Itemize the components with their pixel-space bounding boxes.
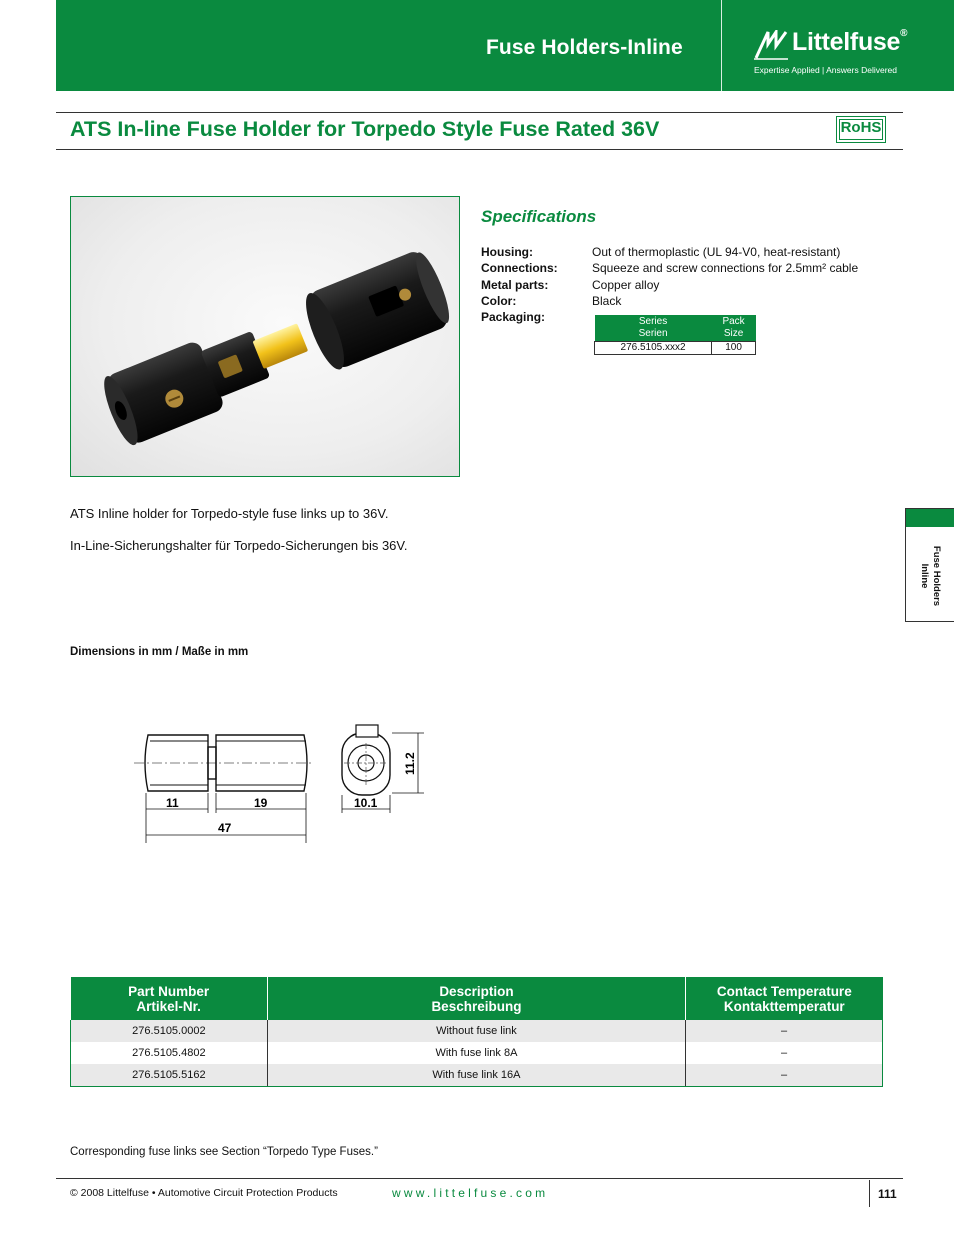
brand-tagline: Expertise Applied | Answers Delivered	[754, 65, 898, 75]
footer-copyright: © 2008 Littelfuse • Automotive Circuit Protection Products	[70, 1187, 338, 1199]
col-part-number: Part Number Artikel-Nr.	[71, 977, 268, 1020]
side-tab-label: Fuse Holders Inline	[919, 545, 942, 607]
cell-desc: With fuse link 16A	[267, 1064, 685, 1086]
dim-label-width: 10.1	[354, 796, 378, 810]
spec-label: Connections:	[481, 261, 558, 275]
intro-german: In-Line-Sicherungshalter für Torpedo-Sicherungen bis 36V.	[70, 538, 408, 553]
dim-label-left: 11	[166, 796, 179, 810]
pack-size: 100	[712, 342, 756, 355]
spec-label: Metal parts:	[481, 278, 549, 292]
littelfuse-mark-icon	[754, 30, 788, 60]
cell-part: 276.5105.5162	[71, 1064, 268, 1086]
pack-header-size: Pack Size	[712, 315, 756, 342]
title-rule-bottom	[56, 149, 903, 150]
spec-label: Housing:	[481, 245, 533, 259]
brand-logo	[754, 28, 934, 80]
fuse-holder-illustration	[71, 197, 461, 478]
specifications-heading: Specifications	[481, 207, 597, 226]
pack-series: 276.5105.xxx2	[595, 342, 712, 355]
intro-english: ATS Inline holder for Torpedo-style fuse links up to 36V.	[70, 506, 389, 521]
dimension-drawing	[128, 715, 428, 845]
fuse-links-note: Corresponding fuse links see Section “Torpedo Type Fuses.”	[70, 1146, 378, 1158]
footer-divider	[869, 1180, 870, 1207]
cell-desc: Without fuse link	[267, 1020, 685, 1042]
spec-value: Copper alloy	[592, 278, 660, 292]
cell-desc: With fuse link 8A	[267, 1042, 685, 1064]
page-title: ATS In-line Fuse Holder for Torpedo Style Fuse Rated 36V	[70, 117, 660, 141]
cell-part: 276.5105.0002	[71, 1020, 268, 1042]
footer-rule	[56, 1178, 903, 1179]
cell-temp: –	[686, 1020, 883, 1042]
table-row	[71, 1020, 883, 1042]
header-band	[56, 0, 954, 91]
table-row	[71, 1064, 883, 1086]
section-title: Fuse Holders-Inline	[486, 36, 683, 59]
spec-value: Squeeze and screw connections for 2.5mm² cable	[592, 261, 859, 275]
dimensions-heading: Dimensions in mm / Maße in mm	[70, 646, 249, 658]
col-contact-temperature: Contact Temperature Kontakttemperatur	[686, 977, 883, 1020]
cell-part: 276.5105.4802	[71, 1042, 268, 1064]
dim-label-mid: 19	[254, 796, 268, 810]
brand-name: Littelfuse®	[792, 28, 908, 56]
dim-label-total: 47	[218, 821, 232, 835]
footer-website-link[interactable]: www.littelfuse.com	[392, 1186, 549, 1200]
page-number: 111	[878, 1187, 897, 1201]
table-row	[71, 1042, 883, 1064]
parts-table	[70, 977, 883, 1087]
cell-temp: –	[686, 1064, 883, 1086]
spec-label: Packaging:	[481, 310, 546, 324]
pack-header-series: Series Serien	[595, 315, 712, 342]
dim-label-height: 11.2	[403, 752, 417, 775]
col-description: Description Beschreibung	[267, 977, 685, 1020]
side-tab-accent	[906, 509, 954, 527]
cell-temp: –	[686, 1042, 883, 1064]
spec-value: Out of thermoplastic (UL 94-V0, heat-resistant)	[592, 245, 841, 259]
spec-value: Black	[592, 294, 622, 308]
product-photo	[70, 196, 460, 477]
packaging-table	[594, 315, 756, 355]
section-side-tab	[905, 508, 954, 622]
title-rule-top	[56, 112, 903, 113]
header-divider	[721, 0, 722, 91]
rohs-badge: RoHS	[836, 116, 886, 143]
spec-label: Color:	[481, 294, 517, 308]
